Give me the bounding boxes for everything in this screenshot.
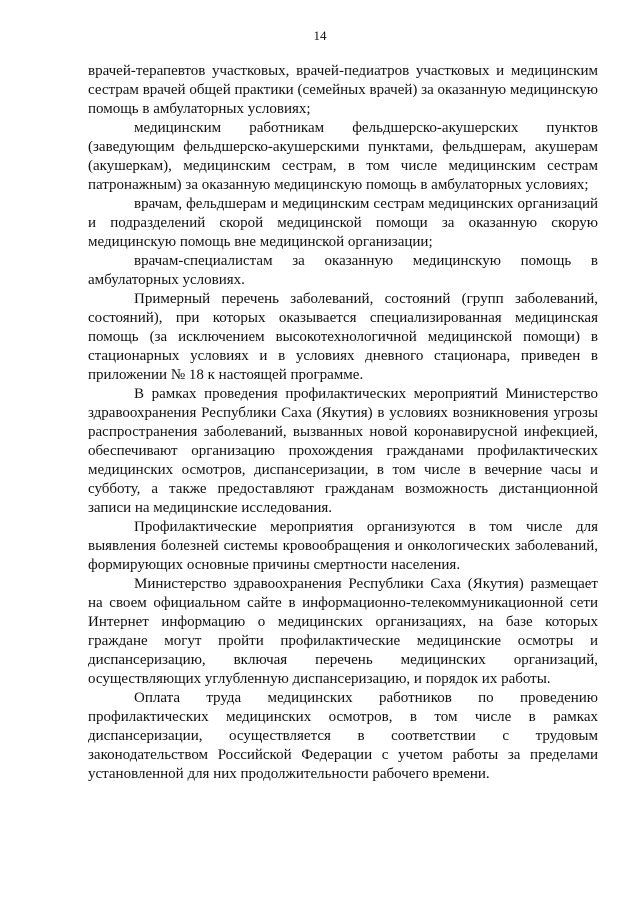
paragraph: врачам-специалистам за оказанную медицинскую помощь в амбулаторных условиях. (88, 253, 598, 288)
paragraph: Министерство здравоохранения Республики Саха (Якутия) размещает на своем официальном сайте в информационно-телекоммуникационной сети Интернет информацию о медицинских организациях, на базе которых граждане могут пройти профилактические медицинские осмотры и диспансеризацию, включая перечень медицинских организаций, осуществляющих углубленную диспансеризацию, и порядок их работы. (88, 576, 598, 687)
paragraph: Профилактические мероприятия организуются в том числе для выявления болезней системы кровообращения и онкологических заболеваний, формирующих основные причины смертности населения. (88, 519, 598, 573)
paragraph: Оплата труда медицинских работников по проведению профилактических медицинских осмотров, в том числе в рамках диспансеризации, осуществляется в соответствии с трудовым законодательством Российской Федерации с учетом работы за пределами установленной для них продолжительности рабочего времени. (88, 690, 598, 782)
paragraph: В рамках проведения профилактических мероприятий Министерство здравоохранения Республики Саха (Якутия) в условиях возникновения угрозы распространения заболеваний, вызванных новой коронавирусной инфекцией, обеспечивают организацию прохождения гражданами профилактических медицинских осмотров, диспансеризации, в том числе в вечерние часы и субботу, а также предоставляют гражданам возможность дистанционной записи на медицинские исследования. (88, 386, 598, 516)
document-body (88, 62, 598, 784)
paragraph: врачей-терапевтов участковых, врачей-педиатров участковых и медицинским сестрам врачей общей практики (семейных врачей) за оказанную медицинскую помощь в амбулаторных условиях; (88, 63, 598, 117)
paragraph: врачам, фельдшерам и медицинским сестрам медицинских организаций и подразделений скорой медицинской помощи за оказанную скорую медицинскую помощь вне медицинской организации; (88, 196, 598, 250)
page-number: 14 (313, 28, 327, 43)
paragraph: медицинским работникам фельдшерско-акушерских пунктов (заведующим фельдшерско-акушерскими пунктами, фельдшерам, акушерам (акушеркам), медицинским сестрам, в том числе медицинским сестрам патронажным) за оказанную медицинскую помощь в амбулаторных условиях; (88, 120, 598, 193)
paragraph: Примерный перечень заболеваний, состояний (групп заболеваний, состояний), при которых оказывается специализированная медицинская помощь (за исключением высокотехнологичной медицинской помощи) в стационарных условиях и в условиях дневного стационара, приведен в приложении № 18 к настоящей программе. (88, 291, 598, 383)
